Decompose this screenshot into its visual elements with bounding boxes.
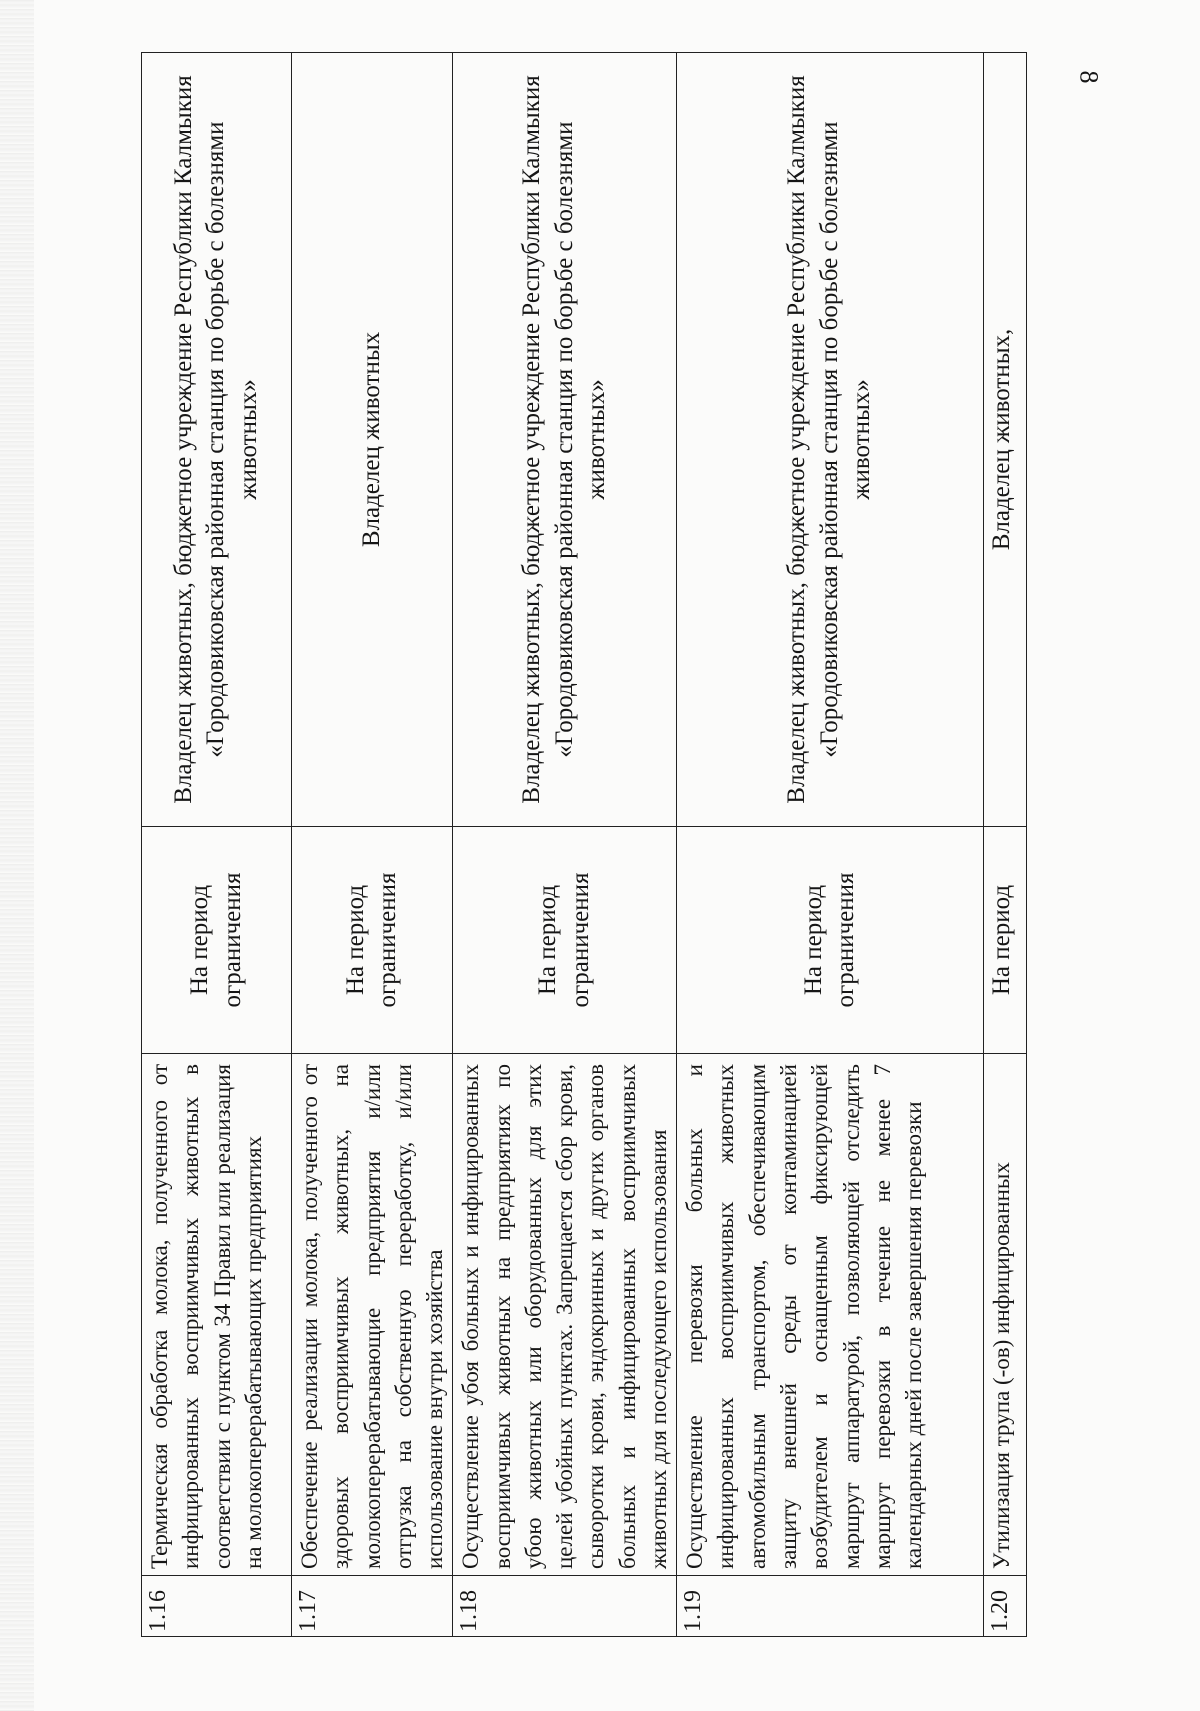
row-responsible: Владелец животных, бюджетное учреждение Республики Калмыкия «Городовиковская районная станция по борьбе с болезнями животных» — [677, 53, 984, 827]
table-row — [984, 53, 1027, 1637]
row-number: 1.16 — [142, 1576, 292, 1637]
table-row — [453, 53, 677, 1637]
row-number: 1.17 — [292, 1576, 453, 1637]
row-action: Термическая обработка молока, полученного от инфицированных восприимчивых животных в соответствии с пунктом 34 Правил или реализация на молокоперерабатывающих предприятиях — [142, 1054, 292, 1576]
measures-table — [141, 52, 1027, 1637]
row-action: Утилизация трупа (-ов) инфицированных — [984, 1054, 1027, 1576]
row-number: 1.18 — [453, 1576, 677, 1637]
row-responsible: Владелец животных, бюджетное учреждение Республики Калмыкия «Городовиковская районная станция по борьбе с болезнями животных» — [142, 53, 292, 827]
scan-edge-noise — [0, 0, 34, 1711]
row-responsible: Владелец животных, — [984, 53, 1027, 827]
row-term: На период ограничения — [292, 827, 453, 1054]
row-term: На период ограничения — [453, 827, 677, 1054]
row-term: На период ограничения — [142, 827, 292, 1054]
row-action: Осуществление убоя больных и инфицированных восприимчивых животных на предприятиях по убою животных или оборудованных для этих целей убойных пунктах. Запрещается сбор крови, сыворотки крови, эндокринных и других органов больных и инфицированных восприимчивых животных для последующего использования — [453, 1054, 677, 1576]
row-responsible: Владелец животных — [292, 53, 453, 827]
row-action: Обеспечение реализации молока, полученного от здоровых восприимчивых животных, на молокоперерабатывающие предприятия и/или отгрузка на собственную переработку, и/или использование внутри хозяйства — [292, 1054, 453, 1576]
rotated-table-frame — [141, 52, 1055, 1637]
table-row — [142, 53, 292, 1637]
row-number: 1.19 — [677, 1576, 984, 1637]
row-number: 1.20 — [984, 1576, 1027, 1637]
row-action: Осуществление перевозки больных и инфицированных восприимчивых животных автомобильным транспортом, обеспечивающим защиту внешней среды от контаминацией возбудителем и оснащенным фиксирующей маршрут аппаратурой, позволяющей отследить маршрут перевозки в течение не менее 7 календарных дней после завершения перевозки — [677, 1054, 984, 1576]
table-row — [292, 53, 453, 1637]
table-row — [677, 53, 984, 1637]
row-term: На период — [984, 827, 1027, 1054]
rotated-table-content — [141, 52, 1055, 1637]
page-number: 8 — [1074, 70, 1104, 84]
row-responsible: Владелец животных, бюджетное учреждение Республики Калмыкия «Городовиковская районная станция по борьбе с болезнями животных» — [453, 53, 677, 827]
row-term: На период ограничения — [677, 827, 984, 1054]
